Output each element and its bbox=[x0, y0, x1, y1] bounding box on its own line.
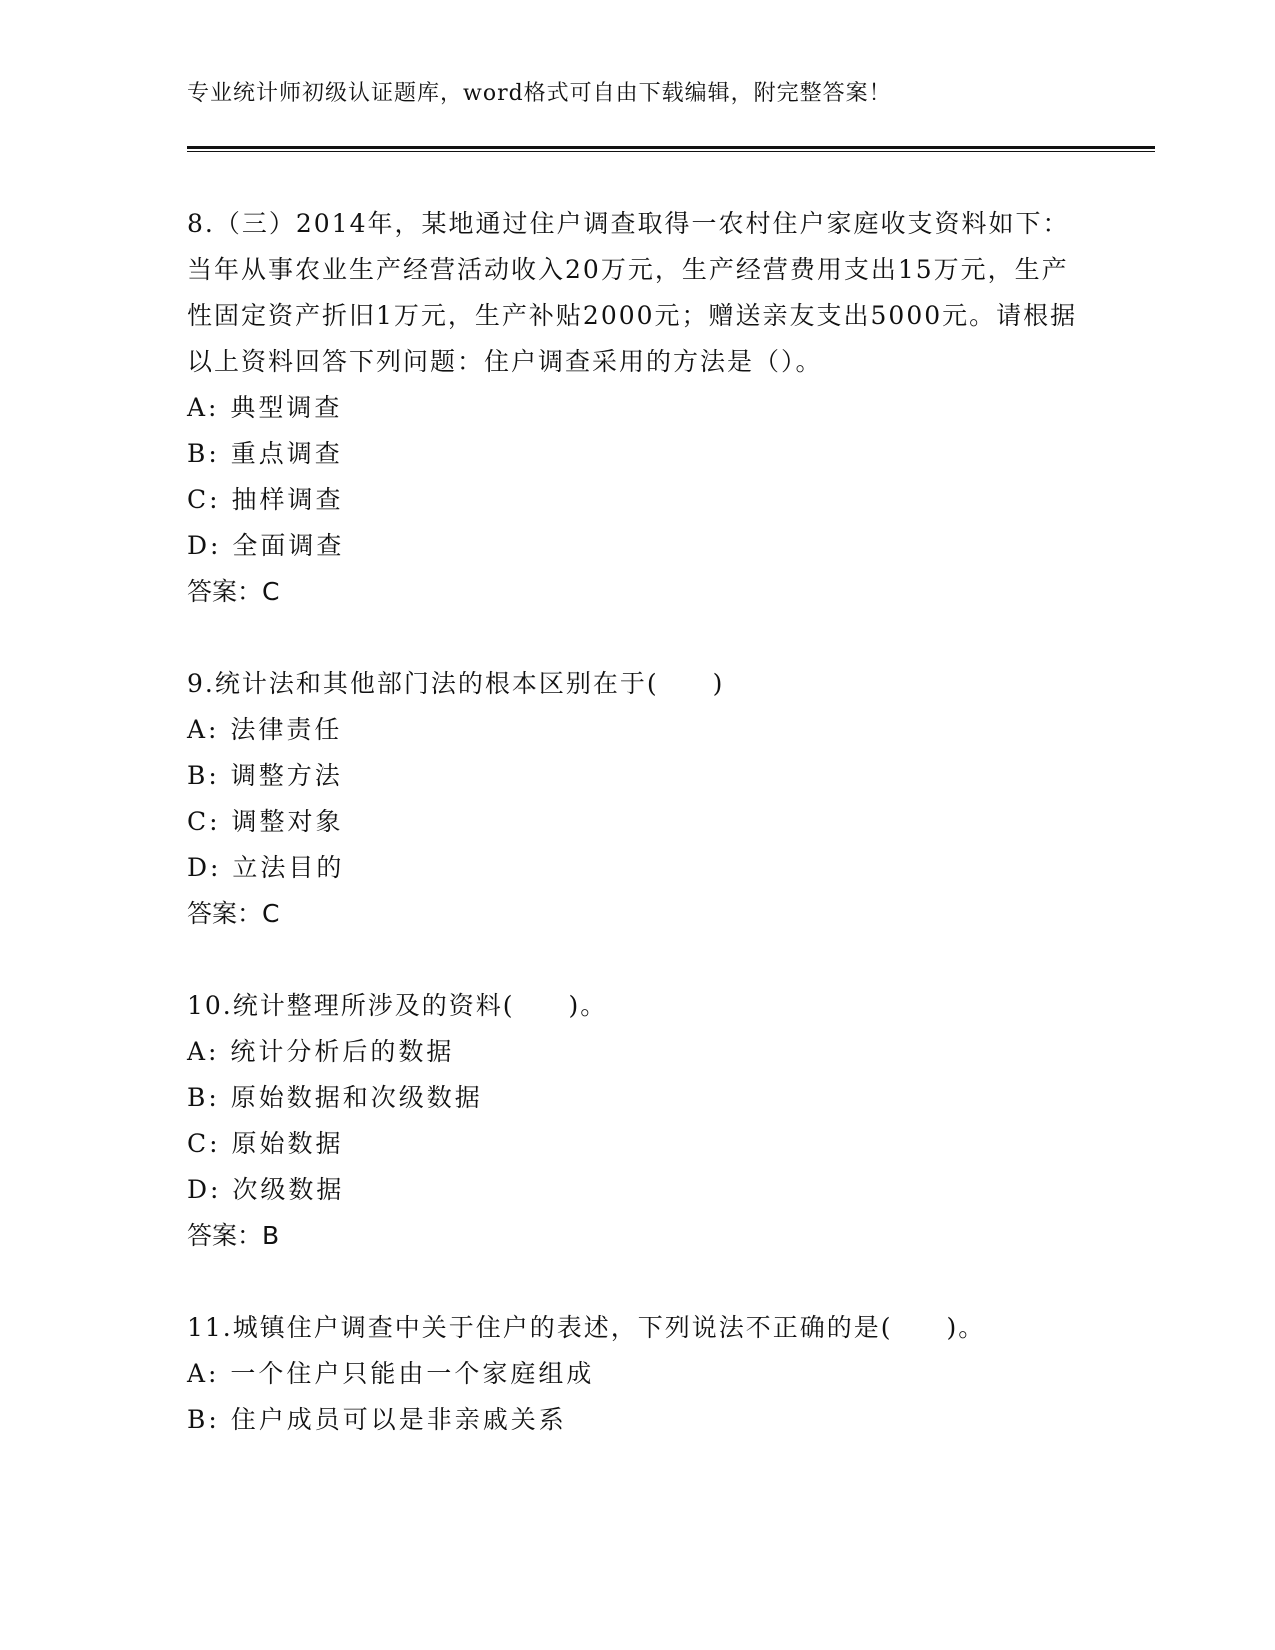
question-11 bbox=[187, 1305, 1087, 1443]
option-a: A: 一个住户只能由一个家庭组成 bbox=[187, 1359, 595, 1388]
option-c: C: 原始数据 bbox=[187, 1129, 344, 1158]
question-10 bbox=[187, 983, 1087, 1259]
option-b: B: 调整方法 bbox=[187, 761, 343, 790]
question-list bbox=[187, 201, 1087, 1489]
answer: 答案：C bbox=[187, 577, 280, 606]
answer: 答案：C bbox=[187, 899, 280, 928]
option-b: B: 住户成员可以是非亲戚关系 bbox=[187, 1405, 567, 1434]
question-text: 9.统计法和其他部门法的根本区别在于( ) bbox=[187, 669, 725, 698]
option-d: D: 全面调查 bbox=[187, 531, 345, 560]
option-a: A: 统计分析后的数据 bbox=[187, 1037, 455, 1066]
option-d: D: 次级数据 bbox=[187, 1175, 345, 1204]
option-c: C: 调整对象 bbox=[187, 807, 344, 836]
option-b: B: 重点调查 bbox=[187, 439, 343, 468]
option-a: A: 典型调查 bbox=[187, 393, 343, 422]
header-divider bbox=[187, 146, 1155, 152]
option-b: B: 原始数据和次级数据 bbox=[187, 1083, 483, 1112]
question-9 bbox=[187, 661, 1087, 937]
question-8 bbox=[187, 201, 1087, 615]
option-c: C: 抽样调查 bbox=[187, 485, 344, 514]
question-text: 11.城镇住户调查中关于住户的表述，下列说法不正确的是( )。 bbox=[187, 1313, 986, 1342]
option-d: D: 立法目的 bbox=[187, 853, 345, 882]
answer: 答案：B bbox=[187, 1221, 280, 1250]
option-a: A: 法律责任 bbox=[187, 715, 343, 744]
page-header-text: 专业统计师初级认证题库，word格式可自由下载编辑，附完整答案！ bbox=[187, 81, 892, 106]
question-text: 8.（三）2014年，某地通过住户调查取得一农村住户家庭收支资料如下：当年从事农业生产经营活动收入20万元，生产经营费用支出15万元，生产性固定资产折旧1万元，生产补贴2000元；赠送亲友支出5000元。请根据以上资料回答下列问题：住户调查采用的方法是（）。 bbox=[187, 209, 1078, 376]
question-text: 10.统计整理所涉及的资料( )。 bbox=[187, 991, 608, 1020]
